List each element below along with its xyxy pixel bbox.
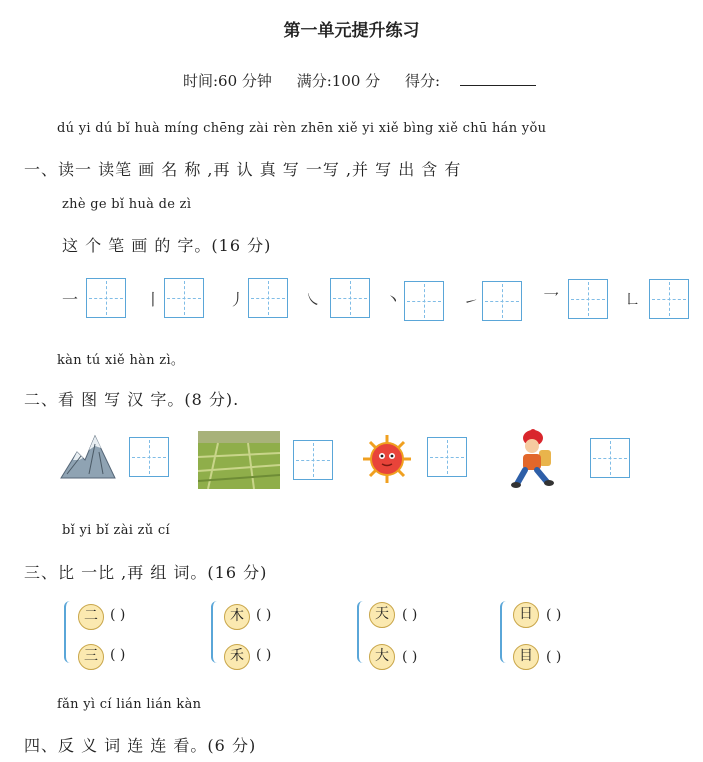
- q1-pinyin-2: zhè ge bǐ huà de zì: [62, 197, 192, 212]
- char-chick-ri: 日: [513, 602, 539, 628]
- group-brace: [357, 601, 367, 663]
- answer-paren[interactable]: ( ): [546, 649, 562, 665]
- writing-box[interactable]: [293, 440, 333, 480]
- q1-heading-2: 这 个 笔 画 的 字。(16 分): [62, 236, 272, 255]
- q4-heading: 四、反 义 词 连 连 看。(6 分): [24, 736, 257, 755]
- answer-paren[interactable]: ( ): [402, 649, 418, 665]
- writing-box[interactable]: [482, 281, 522, 321]
- writing-box[interactable]: [568, 279, 608, 319]
- q1-heading: 一、读一 读笔 画 名 称 ,再 认 真 写 一写 ,并 写 出 含 有: [24, 160, 462, 179]
- writing-box[interactable]: [86, 278, 126, 318]
- stroke-hengzhe: 乛: [543, 290, 560, 309]
- mountain-picture: [59, 430, 117, 480]
- writing-box[interactable]: [129, 437, 169, 477]
- answer-paren[interactable]: ( ): [402, 607, 418, 623]
- stroke-na: ㇏: [305, 290, 322, 309]
- char-chick-he: 禾: [224, 644, 250, 670]
- q4-pinyin: fǎn yì cí lián lián kàn: [57, 697, 202, 712]
- char-chick-mu-eye: 目: [513, 644, 539, 670]
- char-chick-san: 三: [78, 644, 104, 670]
- answer-paren[interactable]: ( ): [256, 607, 272, 623]
- stroke-heng: 一: [62, 290, 79, 309]
- char-chick-mu: 木: [224, 604, 250, 630]
- writing-box[interactable]: [164, 278, 204, 318]
- char-chick-er: 二: [78, 604, 104, 630]
- exam-info: [183, 70, 556, 91]
- writing-box[interactable]: [248, 278, 288, 318]
- answer-paren[interactable]: ( ): [546, 607, 562, 623]
- stroke-pie: 丿: [229, 290, 246, 309]
- time-label: 时间:60 分钟: [183, 72, 272, 90]
- score-blank[interactable]: [460, 71, 536, 86]
- stroke-shuzhe: ㇗: [624, 290, 641, 309]
- full-score-label: 满分:100 分: [296, 72, 381, 90]
- char-chick-tian: 天: [369, 602, 395, 628]
- q1-pinyin: dú yi dú bǐ huà míng chēng zài rèn zhēn xiě yi xiě bìng xiě chū hán yǒu: [57, 121, 547, 136]
- page-title: 第一单元提升练习: [283, 21, 420, 41]
- answer-paren[interactable]: ( ): [256, 647, 272, 663]
- sun-picture: [361, 433, 413, 485]
- q2-heading: 二、看 图 写 汉 字。(8 分).: [24, 390, 240, 409]
- writing-box[interactable]: [404, 281, 444, 321]
- group-brace: [64, 601, 74, 663]
- writing-box[interactable]: [330, 278, 370, 318]
- field-picture: [198, 431, 280, 489]
- char-chick-da: 大: [369, 644, 395, 670]
- stroke-ti: ㇀: [463, 292, 480, 311]
- writing-box[interactable]: [590, 438, 630, 478]
- answer-paren[interactable]: ( ): [110, 647, 126, 663]
- group-brace: [500, 601, 510, 663]
- stroke-shu: 丨: [145, 290, 162, 309]
- writing-box[interactable]: [649, 279, 689, 319]
- q3-heading: 三、比 一比 ,再 组 词。(16 分): [24, 563, 268, 582]
- q2-pinyin: kàn tú xiě hàn zì。: [57, 353, 185, 368]
- writing-box[interactable]: [427, 437, 467, 477]
- walking-child-picture: [505, 428, 563, 490]
- score-label: 得分:: [404, 72, 440, 90]
- group-brace: [211, 601, 221, 663]
- stroke-dian: 丶: [385, 290, 402, 309]
- answer-paren[interactable]: ( ): [110, 607, 126, 623]
- q3-pinyin: bǐ yi bǐ zài zǔ cí: [62, 523, 170, 538]
